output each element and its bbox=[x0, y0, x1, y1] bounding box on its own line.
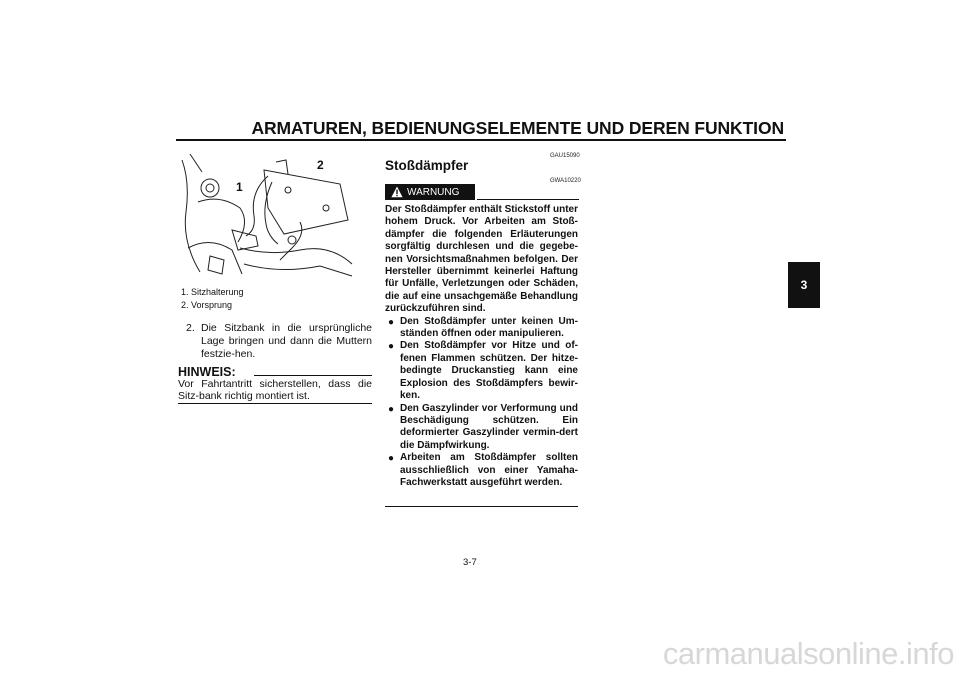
bullet-icon: ● bbox=[388, 316, 395, 328]
hinweis-end-rule bbox=[178, 403, 372, 404]
warning-item: ● Den Stoßdämpfer unter keinen Um-ständen öffnen oder manipulieren. bbox=[388, 315, 578, 340]
caption-2: 2. Vorsprung bbox=[181, 300, 233, 310]
header-rule bbox=[176, 139, 786, 141]
callout-2: 2 bbox=[317, 158, 324, 172]
warning-list bbox=[385, 316, 578, 490]
warning-code: GWA10220 bbox=[550, 178, 581, 184]
hinweis-label: HINWEIS: bbox=[178, 365, 236, 379]
seat-bracket-drawing bbox=[180, 152, 355, 282]
warning-item: ● Den Stoßdämpfer vor Hitze und of-fenen Flammen schützen. Der hitze-bedingte Druckanstieg kann eine Explosion des Stoßdämpfers bewir-ken. bbox=[388, 340, 578, 402]
page-title: ARMATUREN, BEDIENUNGSELEMENTE UND DEREN FUNKTION bbox=[251, 118, 784, 138]
warning-body bbox=[385, 204, 578, 489]
warning-triangle-icon bbox=[391, 186, 403, 198]
section-title: Stoßdämpfer bbox=[385, 158, 469, 173]
warning-rule bbox=[477, 199, 579, 200]
chapter-tab: 3 bbox=[788, 262, 820, 308]
hinweis-heading bbox=[178, 365, 372, 379]
watermark: carmanualsonline.info bbox=[662, 636, 954, 671]
hinweis-text: Vor Fahrtantritt sicherstellen, dass die Sitz-bank richtig montiert ist. bbox=[178, 378, 372, 402]
page-number: 3-7 bbox=[463, 557, 477, 568]
warning-heading bbox=[385, 184, 579, 200]
warning-end-rule bbox=[385, 506, 578, 507]
bullet-icon: ● bbox=[388, 403, 395, 415]
seat-bracket-illustration bbox=[180, 152, 355, 282]
instruction-step bbox=[186, 322, 372, 361]
warning-item: ● Arbeiten am Stoßdämpfer sollten ausschließlich von einer Yamaha-Fachwerkstatt ausgeführt werden. bbox=[388, 452, 578, 488]
step-number: 2. bbox=[186, 322, 195, 334]
page-header bbox=[176, 118, 786, 140]
bullet-icon: ● bbox=[388, 341, 395, 353]
bullet-icon: ● bbox=[388, 453, 395, 465]
hinweis-rule bbox=[254, 375, 372, 376]
warning-label: WARNUNG bbox=[407, 186, 460, 198]
warning-item: ● Den Gaszylinder vor Verformung und Beschädigung schützen. Ein deformierter Gaszylinder vermin-dert die Dämpfwirkung. bbox=[388, 402, 578, 451]
step-text: Die Sitzbank in die ursprüngliche Lage bringen und dann die Muttern festzie-hen. bbox=[201, 322, 372, 360]
figure-captions bbox=[181, 286, 244, 312]
warning-badge bbox=[385, 184, 475, 200]
callout-1: 1 bbox=[236, 180, 243, 194]
caption-1: 1. Sitzhalterung bbox=[181, 287, 244, 297]
warning-intro: Der Stoßdämpfer enthält Stickstoff unter hohem Druck. Vor Arbeiten am Stoß-dämpfer die folgenden Erläuterungen sorgfältig durchlesen und die gegebe-nen Vorsichtsmaßnahmen befolgen. Der Hersteller übernimmt keinerlei Haftung für Unfälle, Verletzungen oder Schäden, die auf eine unsachgemäße Behandlung zurückzuführen sind. bbox=[385, 204, 578, 315]
section-code: GAU15090 bbox=[550, 153, 580, 159]
